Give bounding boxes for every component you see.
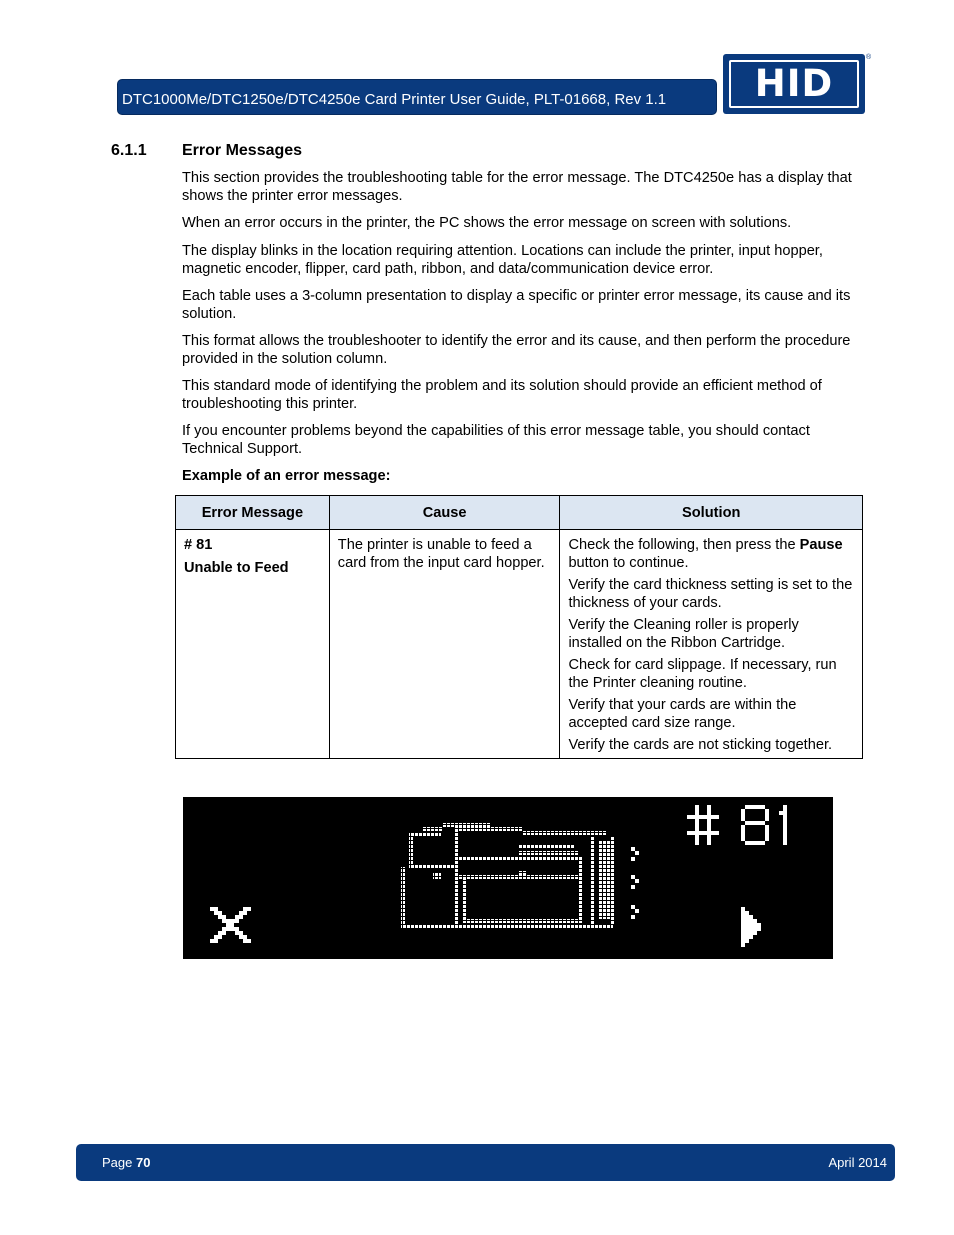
pause-keyword: Pause bbox=[799, 537, 843, 553]
arrow-right-icon bbox=[741, 907, 761, 947]
page-number: 70 bbox=[136, 1155, 151, 1170]
printer-icon bbox=[401, 823, 639, 929]
paragraph: This format allows the troubleshooter to identify the error and its cause, and then perform the procedure provided in the solution column. bbox=[182, 333, 851, 367]
document-title: DTC1000Me/DTC1250e/DTC4250e Card Printer User Guide, PLT-01668, Rev 1.1 bbox=[122, 91, 667, 108]
paragraph: This section provides the troubleshooting table for the error message. The DTC4250e has a display that shows the printer error messages. bbox=[182, 170, 852, 204]
paragraph: If you encounter problems beyond the capabilities of this error message table, you should contact Technical Support. bbox=[182, 423, 810, 457]
solution-item: Verify the Cleaning roller is properly installed on the Ribbon Cartridge. bbox=[568, 617, 799, 651]
error-name: Unable to Feed bbox=[184, 560, 289, 576]
paragraph: Each table uses a 3-column presentation to display a specific or printer error message, its cause and its solution. bbox=[182, 288, 851, 322]
solution-item: Verify that your cards are within the accepted card size range. bbox=[568, 697, 797, 731]
section-number: 6.1.1 bbox=[111, 142, 147, 159]
page-label: Page bbox=[102, 1155, 133, 1170]
section-title: Error Messages bbox=[182, 142, 303, 159]
header-bar bbox=[117, 79, 717, 115]
logo-text: HID bbox=[754, 62, 834, 105]
error-code: # 81 bbox=[184, 537, 213, 553]
paragraph: This standard mode of identifying the problem and its solution should provide an efficient method of troubleshooting this printer. bbox=[182, 378, 822, 412]
cause-text: The printer is unable to feed a card from the input card hopper. bbox=[337, 537, 545, 571]
paragraph: The display blinks in the location requiring attention. Locations can include the printer, input hopper, magnetic encoder, flipper, card path, ribbon, and data/communication device error. bbox=[182, 243, 823, 277]
solution-cell bbox=[560, 530, 863, 759]
printer-display-image bbox=[183, 797, 833, 959]
solution-text: button to continue. bbox=[568, 555, 689, 571]
x-icon bbox=[210, 907, 251, 943]
table-row bbox=[176, 530, 863, 759]
footer-date: April 2014 bbox=[828, 1155, 887, 1170]
table-header-row bbox=[176, 496, 863, 530]
header-error-message: Error Message bbox=[176, 496, 330, 530]
header-cause: Cause bbox=[329, 496, 560, 530]
paragraph: When an error occurs in the printer, the PC shows the error message on screen with solutions. bbox=[182, 215, 792, 231]
hid-logo bbox=[723, 54, 865, 114]
registered-mark: ® bbox=[866, 54, 872, 61]
page-indicator bbox=[102, 1155, 150, 1170]
error-cell bbox=[176, 530, 330, 759]
solution-item: Check for card slippage. If necessary, run the Printer cleaning routine. bbox=[568, 657, 837, 691]
footer-bar bbox=[76, 1144, 895, 1181]
display-graphic bbox=[183, 797, 833, 959]
solution-item: Verify the cards are not sticking together. bbox=[568, 737, 833, 753]
solution-item bbox=[568, 536, 854, 572]
error-message-table bbox=[175, 495, 863, 759]
error-code-display bbox=[687, 805, 787, 845]
header-solution: Solution bbox=[560, 496, 863, 530]
solution-item: Verify the card thickness setting is set to the thickness of your cards. bbox=[568, 577, 853, 611]
cause-cell bbox=[329, 530, 560, 759]
logo-frame bbox=[729, 60, 859, 108]
example-label: Example of an error message: bbox=[182, 468, 391, 484]
solution-text: Check the following, then press the bbox=[568, 537, 800, 553]
